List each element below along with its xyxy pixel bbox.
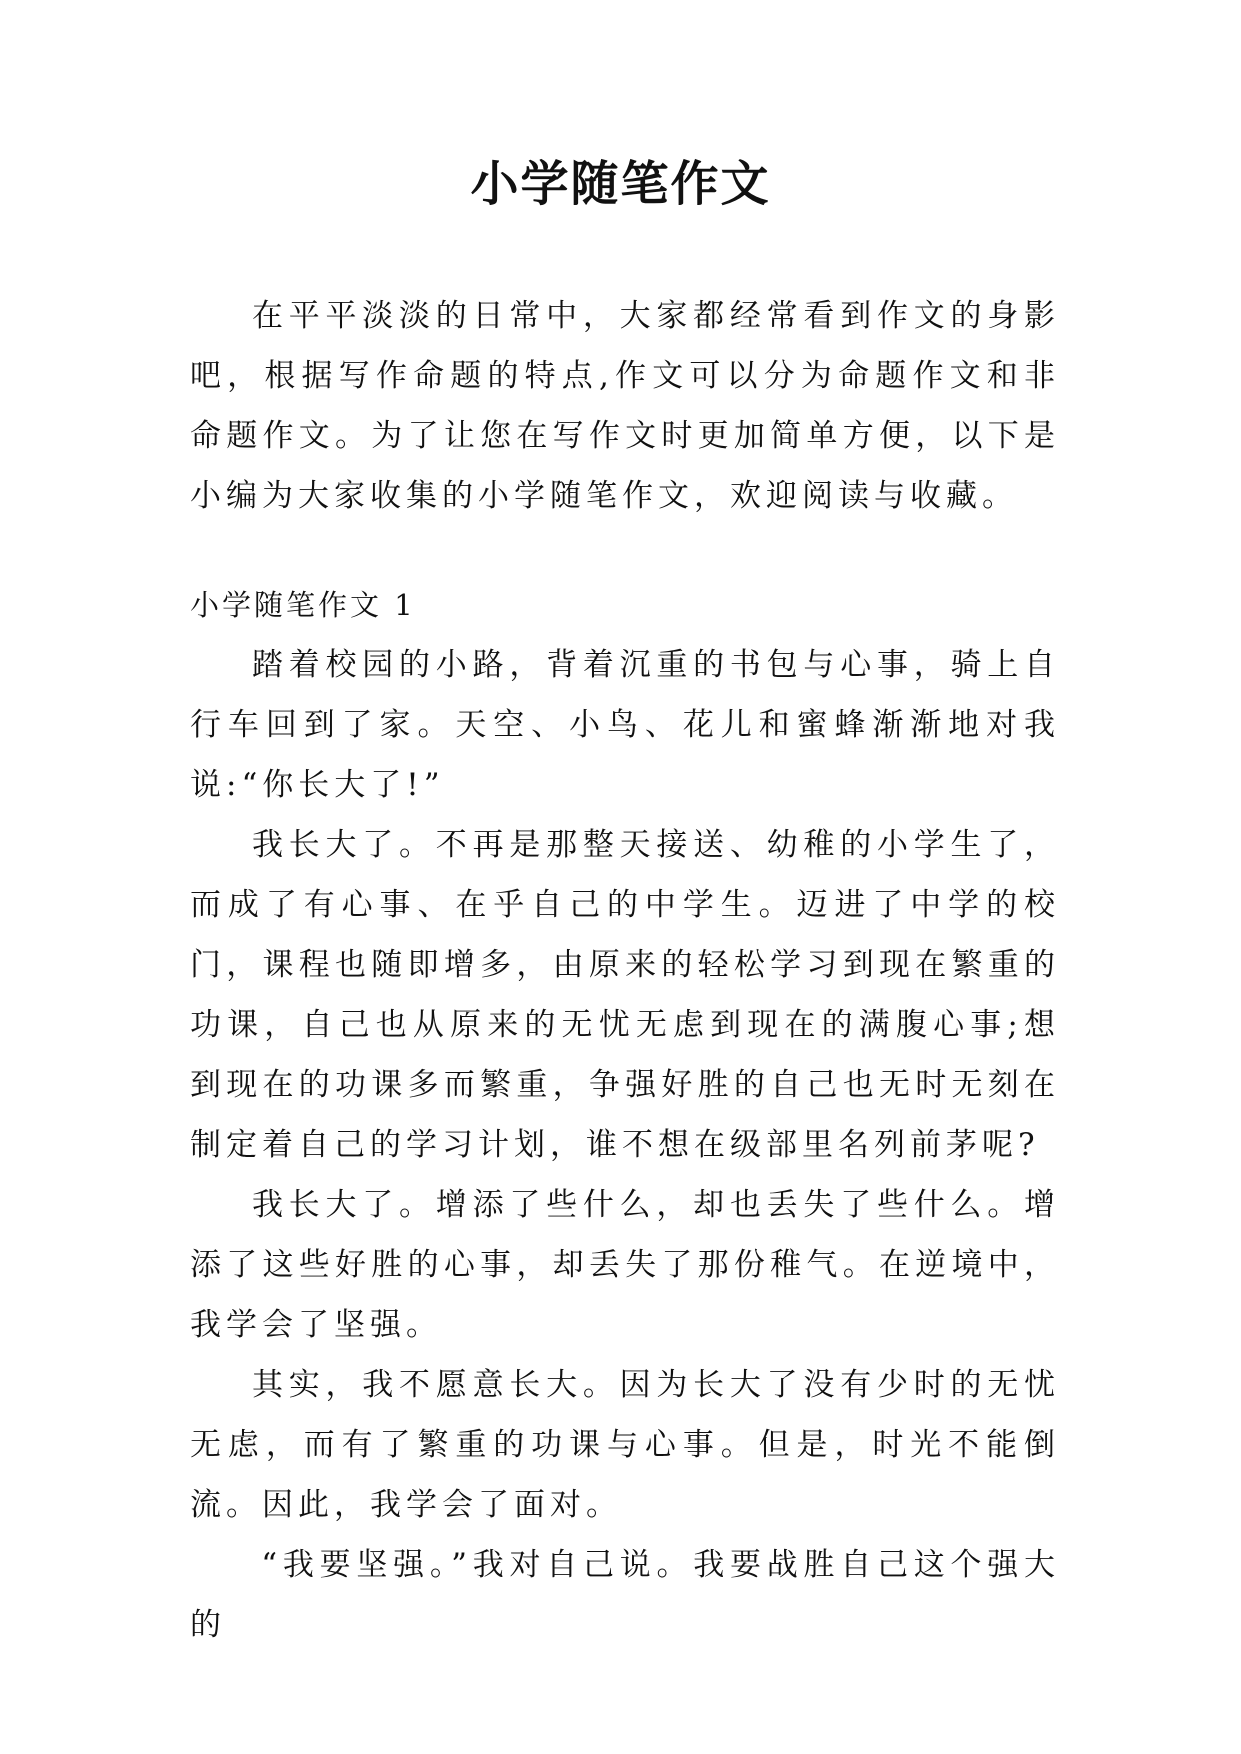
document-title: 小学随笔作文 <box>470 156 771 212</box>
intro-section <box>190 286 1060 526</box>
article-paragraph-5: “我要坚强。”我对自己说。我要战胜自己这个强大的 <box>190 1547 1060 1643</box>
section-heading: 小学随笔作文 1 <box>190 588 416 622</box>
article-paragraph-4: 其实，我不愿意长大。因为长大了没有少时的无忧无虑，而有了繁重的功课与心事。但是，时光不能倒流。因此，我学会了面对。 <box>190 1367 1060 1523</box>
intro-paragraph: 在平平淡淡的日常中，大家都经常看到作文的身影吧，根据写作命题的特点,作文可以分为命题作文和非命题作文。为了让您在写作文时更加简单方便，以下是小编为大家收集的小学随笔作文，欢迎阅读与收藏。 <box>190 298 1060 514</box>
article-section <box>190 575 1060 1655</box>
article-paragraph-3: 我长大了。增添了些什么，却也丢失了些什么。增添了这些好胜的心事，却丢失了那份稚气。在逆境中，我学会了坚强。 <box>190 1187 1060 1343</box>
article-paragraph-2: 我长大了。不再是那整天接送、幼稚的小学生了，而成了有心事、在乎自己的中学生。迈进了中学的校门，课程也随即增多，由原来的轻松学习到现在繁重的功课，自己也从原来的无忧无虑到现在的满腹心事;想到现在的功课多而繁重，争强好胜的自己也无时无刻在制定着自己的学习计划，谁不想在级部里名列前茅呢? <box>190 827 1060 1163</box>
article-paragraph-1: 踏着校园的小路，背着沉重的书包与心事，骑上自行车回到了家。天空、小鸟、花儿和蜜蜂渐渐地对我说:“你长大了!” <box>190 647 1060 803</box>
